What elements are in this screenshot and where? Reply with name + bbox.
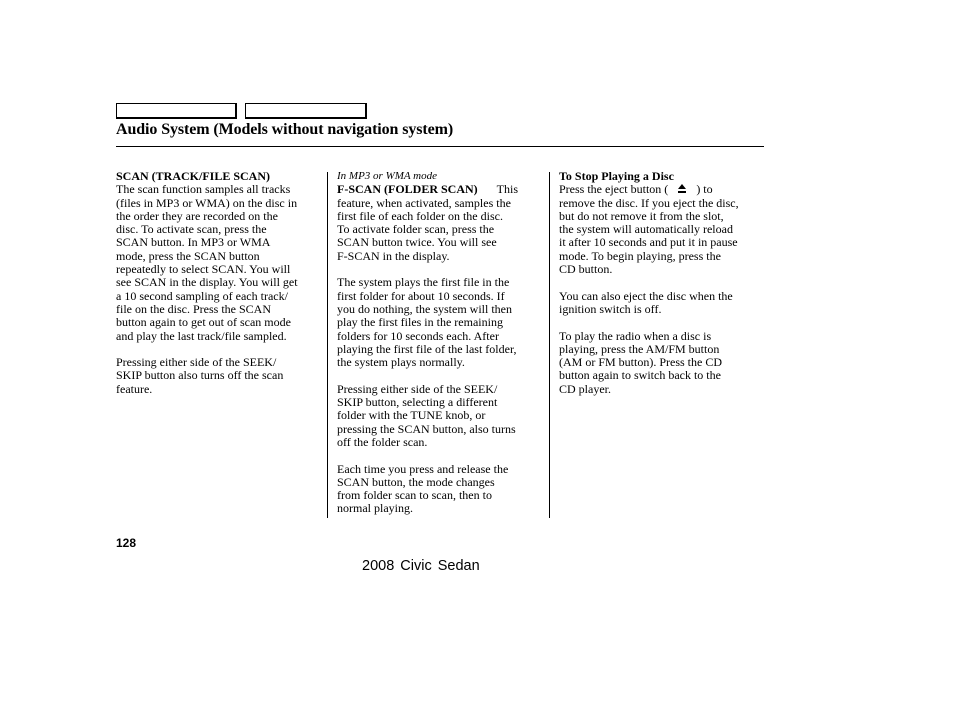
stop-disc-heading: To Stop Playing a Disc — [559, 169, 674, 183]
scan-heading: SCAN (TRACK/FILE SCAN) — [116, 169, 271, 183]
text-line: pressing the SCAN button, also turns — [337, 421, 516, 436]
text-line: SKIP button also turns off the scan — [116, 368, 284, 383]
text-line: the order they are recorded on the — [116, 208, 278, 223]
text-line: see SCAN in the display. You will get — [116, 275, 298, 290]
text-line: mode. To begin playing, press the — [559, 248, 721, 263]
text-line: Pressing either side of the SEEK/ — [337, 381, 498, 396]
column-scan — [116, 170, 322, 396]
footer-model: 2008 Civic Sedan — [362, 558, 480, 574]
folder-scan-paragraph-4 — [337, 463, 547, 516]
stop-disc-line-end: ) to — [696, 182, 713, 197]
text-line: and play the last track/file sampled. — [116, 328, 287, 343]
folder-scan-paragraph-1 — [337, 197, 547, 263]
text-line: play the first files in the remaining — [337, 315, 503, 330]
scan-paragraph-1 — [116, 183, 322, 343]
text-line: mode, press the SCAN button — [116, 248, 260, 263]
text-line: Each time you press and release the — [337, 461, 509, 476]
text-line: a 10 second sampling of each track/ — [116, 288, 288, 303]
text-line: Pressing either side of the SEEK/ — [116, 355, 277, 370]
folder-scan-heading: F-SCAN (FOLDER SCAN) — [337, 182, 478, 197]
folder-scan-heading-tail: This — [496, 182, 519, 197]
text-line: disc. To activate scan, press the — [116, 222, 267, 237]
text-line: ignition switch is off. — [559, 301, 662, 316]
text-line: remove the disc. If you eject the disc, — [559, 195, 739, 210]
text-line: off the folder scan. — [337, 434, 428, 449]
text-line: from folder scan to scan, then to — [337, 488, 492, 503]
mode-note: In MP3 or WMA mode — [337, 170, 437, 182]
text-line: You can also eject the disc when the — [559, 288, 733, 303]
text-line: folders for 10 seconds each. After — [337, 328, 499, 343]
text-line: button again to switch back to the — [559, 368, 721, 383]
text-line: SCAN button twice. You will see — [337, 235, 497, 250]
text-line: button again to get out of scan mode — [116, 315, 291, 330]
text-line: The system plays the first file in the — [337, 275, 510, 290]
scan-paragraph-2 — [116, 356, 322, 396]
column-stop-disc — [559, 170, 765, 396]
section-tab-box-2 — [245, 103, 367, 119]
text-line: but do not remove it from the slot, — [559, 208, 724, 223]
text-line: the system plays normally. — [337, 355, 465, 370]
text-line: (files in MP3 or WMA) on the disc in — [116, 195, 298, 210]
title-rule — [116, 146, 764, 147]
stop-disc-paragraph-2 — [559, 290, 765, 317]
column-folder-scan — [337, 170, 547, 516]
page-number: 128 — [116, 536, 137, 550]
text-line: folder with the TUNE knob, or — [337, 408, 486, 423]
text-line: SCAN button, the mode changes — [337, 474, 495, 489]
text-line: To activate folder scan, press the — [337, 222, 495, 237]
folder-scan-paragraph-3 — [337, 383, 547, 449]
text-line: F-SCAN in the display. — [337, 248, 450, 263]
text-line: first folder for about 10 seconds. If — [337, 288, 505, 303]
text-line: (AM or FM button). Press the CD — [559, 355, 723, 370]
eject-icon — [677, 184, 687, 194]
stop-disc-paragraph-3 — [559, 330, 765, 396]
stop-disc-paragraph-1 — [559, 197, 765, 277]
text-line: feature. — [116, 381, 153, 396]
text-line: playing, press the AM/FM button — [559, 341, 720, 356]
text-line: feature, when activated, samples the — [337, 195, 511, 210]
text-line: SKIP button, selecting a different — [337, 395, 498, 410]
text-line: the system will automatically reload — [559, 222, 733, 237]
text-line: it after 10 seconds and put it in pause — [559, 235, 738, 250]
text-line: file on the disc. Press the SCAN — [116, 301, 271, 316]
folder-scan-paragraph-2 — [337, 276, 547, 369]
text-line: The scan function samples all tracks — [116, 182, 291, 197]
text-line: CD button. — [559, 262, 613, 277]
text-line: normal playing. — [337, 501, 413, 516]
text-line: you do nothing, the system will then — [337, 301, 512, 316]
page-title: Audio System (Models without navigation system) — [116, 121, 454, 138]
section-tab-box-1 — [116, 103, 237, 119]
column-divider-2 — [549, 172, 550, 518]
text-line: CD player. — [559, 381, 611, 396]
text-line: To play the radio when a disc is — [559, 328, 712, 343]
text-line: SCAN button. In MP3 or WMA — [116, 235, 271, 250]
column-divider-1 — [327, 172, 328, 518]
stop-disc-line-start: Press the eject button ( — [559, 182, 669, 197]
text-line: repeatedly to select SCAN. You will — [116, 262, 291, 277]
text-line: first file of each folder on the disc. — [337, 208, 503, 223]
text-line: playing the first file of the last folder, — [337, 341, 517, 356]
